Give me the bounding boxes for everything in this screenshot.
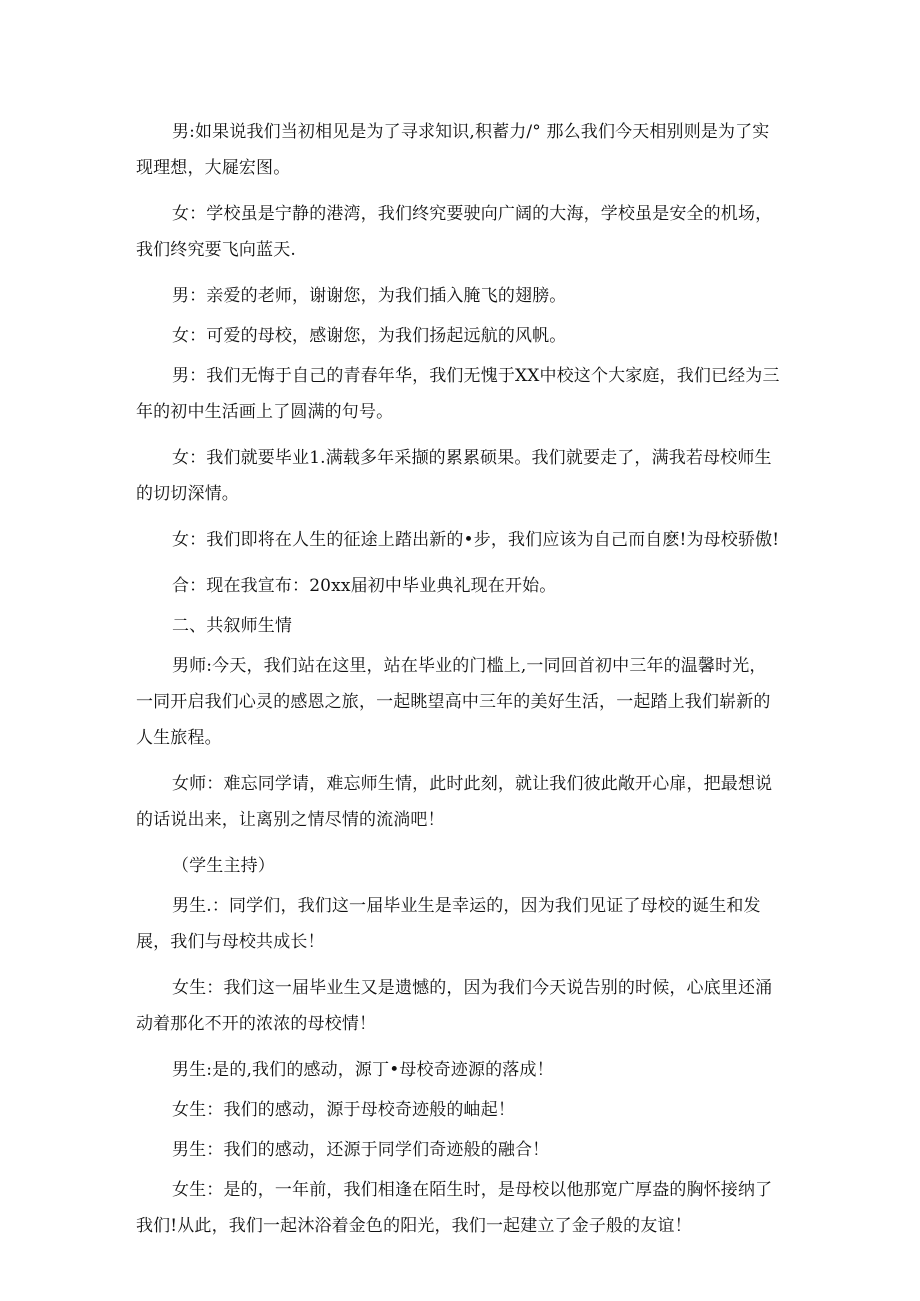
paragraph: 男：我们无悔于自己的青春年华，我们无愧于XX中校这个大家庭，我们已经为三年的初中生活画上了圆满的句号。 [136,366,780,422]
paragraph: 男生:是的,我们的感动，源丁•母校奇迹源的落成！ [172,1060,554,1080]
paragraph: 女生：我们的感动，源于母校奇迹般的岫起！ [172,1100,515,1120]
paragraph: 合：现在我宣布：20xx届初中毕业典礼现在开始。 [172,576,557,596]
section-heading: 二、共叙师生情 [172,616,293,636]
paragraph: 男生：我们的感动，还源于同学们奇迹般的融合！ [172,1140,550,1160]
paragraph: 女：我们即将在人生的征途上踏出新的•步，我们应该为自己而自麽!为母校骄傲! [172,530,780,550]
paragraph: 女：学校虽是宁静的港湾，我们终究要驶向广阔的大海，学校虽是安全的机场，我们终究要飞向蓝天. [136,204,773,260]
paragraph: 男生.：同学们，我们这一届毕业生是幸运的，因为我们见证了母校的诞生和发展，我们与母校共成长！ [136,896,761,952]
paragraph: （学生主持） [172,856,275,876]
paragraph: 男:如果说我们当初相见是为了寻求知识,积蓄力/° 那么我们今天相别则是为了实现理想，大屣宏图。 [136,122,770,178]
paragraph: 女生：是的，一年前，我们相逢在陌生时，是母校以他那宽广厚盎的胸怀接纳了我们!从此，我们一起沐浴着金色的阳光，我们一起建立了金子般的友谊！ [136,1180,773,1236]
paragraph: 女生：我们这一届毕业生又是遗憾的，因为我们今天说告别的时候，心底里还涌动着那化不开的浓浓的母校情！ [136,978,773,1034]
paragraph: 女师：难忘同学请，难忘师生情，此时此刻，就让我们彼此敞开心扉，把最想说的话说出来，让离别之情尽情的流淌吧！ [136,774,773,830]
paragraph: 女：我们就要毕业1.满载多年采撷的累累硕果。我们就要走了，满我若母校师生的切切深情。 [136,448,772,504]
paragraph: 女：可爱的母校，感谢您，为我们扬起远航的风帆。 [172,326,567,346]
paragraph: 男师:今天，我们站在这里，站在毕业的门槛上,一同回首初中三年的温馨时光，一同开启我们心灵的感恩之旅，一起眺望高中三年的美好生活，一起踏上我们崭新的人生旅程。 [136,656,771,748]
paragraph: 男：亲爱的老师，谢谢您，为我们插入腌飞的翅膀。 [172,286,567,306]
document-body [136,114,782,1254]
